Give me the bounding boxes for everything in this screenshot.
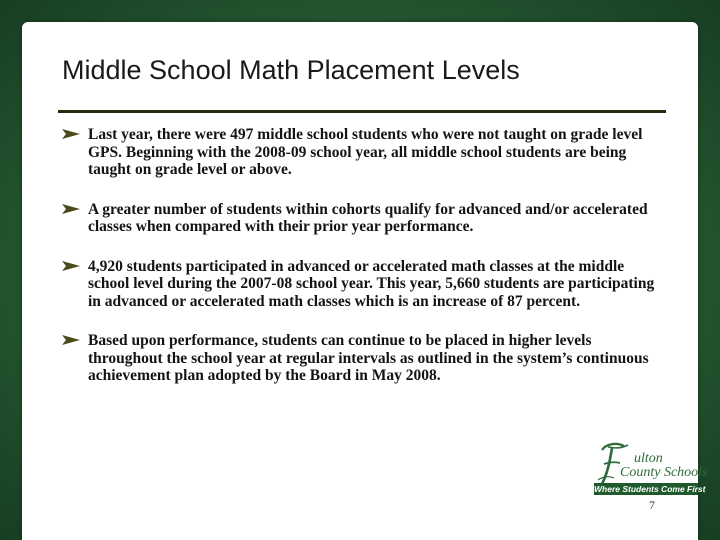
slide-title: Middle School Math Placement Levels — [62, 55, 520, 85]
bullet-item — [62, 201, 662, 236]
slide-canvas — [22, 22, 708, 540]
arrow-bullet-icon — [62, 260, 80, 272]
bullet-item — [62, 258, 662, 311]
logo-line1: ulton — [634, 451, 663, 466]
bullet-item — [62, 126, 662, 179]
logo-tagline: Where Students Come First — [594, 484, 706, 494]
bullet-item — [62, 332, 662, 385]
bullet-text: 4,920 students participated in advanced or accelerated math classes at the middle school level during the 2007-08 school year. This year, 5,660 students are participating in advanced or accelerated math classes which is an increase of 87 percent. — [88, 257, 655, 310]
logo-line2: County Schools — [620, 465, 708, 480]
bullet-text: A greater number of students within cohorts qualify for advanced and/or accelerated classes when compared with their prior year performance. — [88, 200, 648, 235]
arrow-bullet-icon — [62, 203, 80, 215]
bullet-text: Based upon performance, students can continue to be placed in higher levels throughout the school year at regular intervals as outlined in the system’s continuous achievement plan adopted by the Board in May 2008. — [88, 332, 649, 384]
title-underline — [58, 110, 666, 113]
bullet-text: Last year, there were 497 middle school students who were not taught on grade level GPS. Beginning with the 2008-09 school year, all middle school students are being taught on grade level or above. — [88, 126, 643, 178]
arrow-bullet-icon — [62, 334, 80, 346]
page-number: 7 — [649, 498, 655, 512]
bullet-list — [62, 126, 662, 407]
arrow-bullet-icon — [62, 128, 80, 140]
fulton-county-schools-logo — [594, 440, 708, 508]
